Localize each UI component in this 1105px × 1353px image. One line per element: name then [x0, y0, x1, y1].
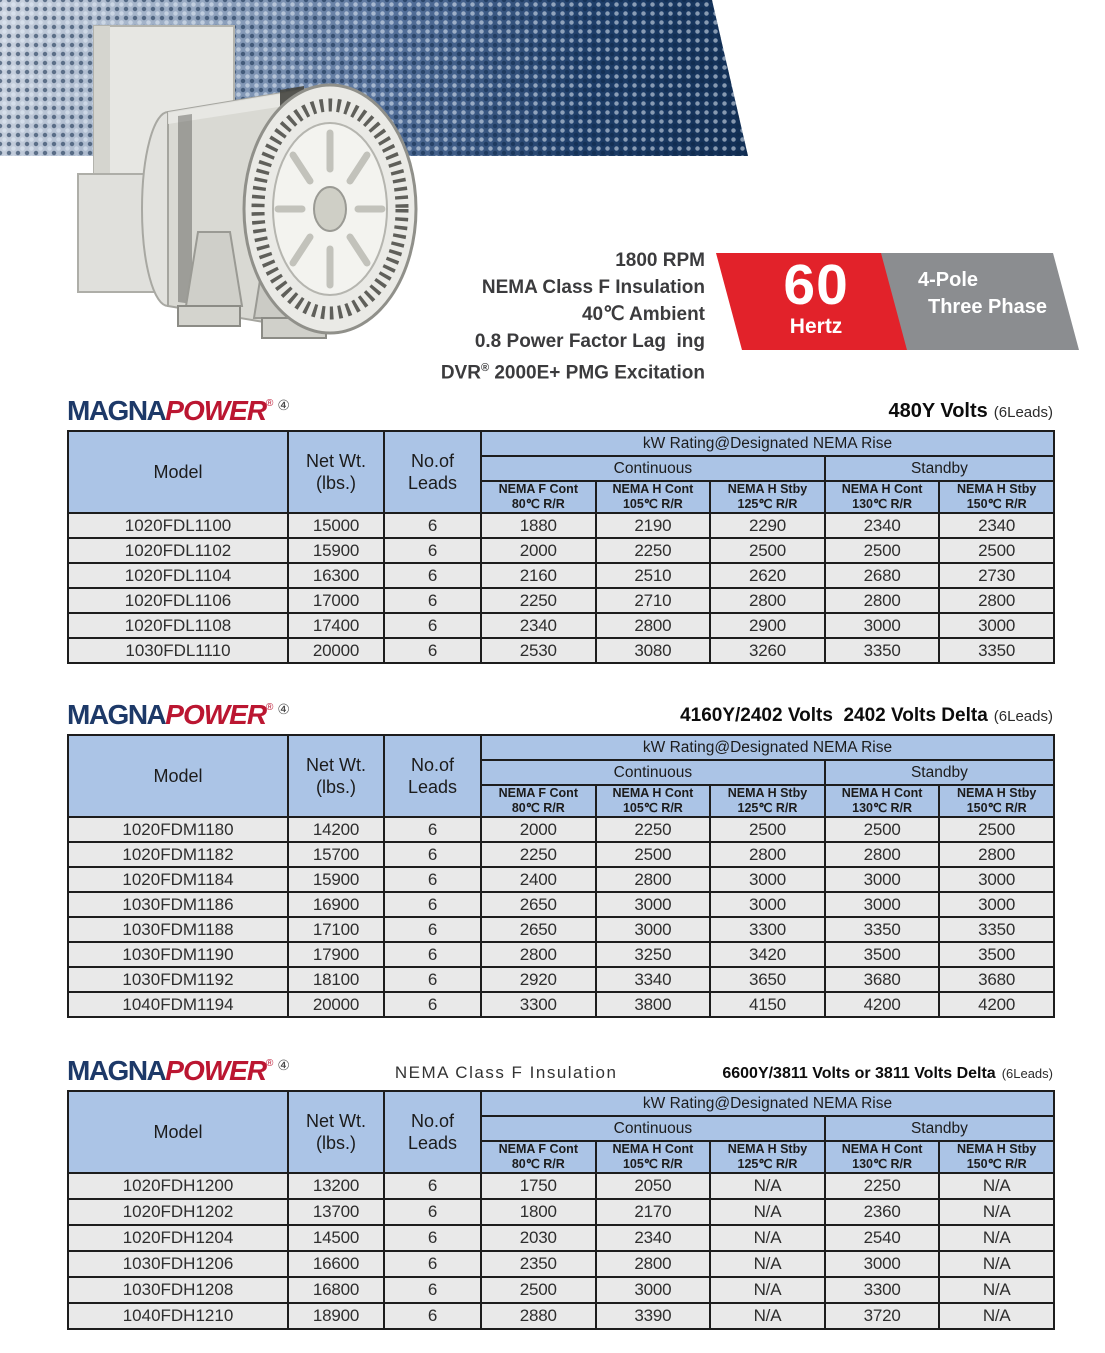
value-cell: 2160 — [481, 563, 596, 588]
header-sub: NEMA H Cont 105℃ R/R — [596, 481, 711, 513]
value-cell: 16600 — [288, 1251, 384, 1277]
header-standby: Standby — [825, 1116, 1054, 1141]
table-title: 480Y Volts (6Leads) — [888, 400, 1053, 422]
value-cell: 14200 — [288, 817, 384, 842]
value-cell: 2250 — [596, 538, 711, 563]
model-cell: 1020FDH1200 — [68, 1173, 288, 1199]
model-cell: 1020FDL1108 — [68, 613, 288, 638]
value-cell: 3680 — [939, 967, 1054, 992]
section-4160y — [67, 694, 1053, 1018]
header-model: Model — [68, 1091, 288, 1173]
table-row — [68, 613, 1054, 638]
magnapower-logo: MAGNAPOWER® ④ — [67, 395, 290, 426]
value-cell: 3250 — [596, 942, 711, 967]
value-cell: 2500 — [825, 817, 940, 842]
insulation-label: NEMA Class F Insulation — [394, 1063, 618, 1082]
value-cell: 3000 — [825, 613, 940, 638]
value-cell: 3000 — [596, 1277, 711, 1303]
value-cell: 17400 — [288, 613, 384, 638]
magnapower-logo: MAGNAPOWER® ④ — [67, 1055, 290, 1086]
table-title: 4160Y/2402 Volts 2402 Volts Delta (6Leads) — [680, 705, 1053, 726]
value-cell: 3300 — [710, 917, 825, 942]
value-cell: 2000 — [481, 817, 596, 842]
value-cell: 6 — [384, 1277, 481, 1303]
value-cell: N/A — [710, 1277, 825, 1303]
header-net-wt: Net Wt. (lbs.) — [288, 431, 384, 513]
ratings-table-6600y — [67, 1090, 1055, 1330]
value-cell: 1880 — [481, 513, 596, 538]
header-sub: NEMA F Cont 80℃ R/R — [481, 785, 596, 817]
spec-line: 0.8 Power Factor Lag ing — [474, 331, 705, 352]
value-cell: N/A — [710, 1303, 825, 1329]
ratings-table-480y — [67, 430, 1055, 664]
value-cell: 3300 — [825, 1277, 940, 1303]
table-row — [68, 1303, 1054, 1329]
value-cell: 2800 — [939, 842, 1054, 867]
value-cell: N/A — [939, 1251, 1054, 1277]
value-cell: 15700 — [288, 842, 384, 867]
value-cell: 2350 — [481, 1251, 596, 1277]
value-cell: 2290 — [710, 513, 825, 538]
table-row — [68, 892, 1054, 917]
value-cell: 17100 — [288, 917, 384, 942]
value-cell: 2510 — [596, 563, 711, 588]
value-cell: 6 — [384, 917, 481, 942]
circled-four-mark: ④ — [277, 1057, 290, 1073]
header-model: Model — [68, 431, 288, 513]
table-row — [68, 942, 1054, 967]
value-cell: 3350 — [939, 917, 1054, 942]
value-cell: 20000 — [288, 638, 384, 663]
value-cell: 2340 — [481, 613, 596, 638]
value-cell: 2500 — [710, 817, 825, 842]
header-sub: NEMA H Stby 125℃ R/R — [710, 481, 825, 513]
value-cell: 17000 — [288, 588, 384, 613]
value-cell: 4200 — [825, 992, 940, 1017]
value-cell: 2170 — [596, 1199, 711, 1225]
header-kw-band: kW Rating@Designated NEMA Rise — [481, 735, 1054, 760]
table-title: 6600Y/3811 Volts or 3811 Volts Delta (6Leads) — [722, 1065, 1053, 1082]
header-standby: Standby — [825, 760, 1054, 785]
model-cell: 1020FDL1106 — [68, 588, 288, 613]
header-continuous: Continuous — [481, 1116, 825, 1141]
value-cell: 2250 — [481, 588, 596, 613]
header-leads: No.of Leads — [384, 431, 481, 513]
model-cell: 1020FDL1102 — [68, 538, 288, 563]
value-cell: 3000 — [939, 867, 1054, 892]
table-row — [68, 1251, 1054, 1277]
header-leads: No.of Leads — [384, 1091, 481, 1173]
value-cell: 3340 — [596, 967, 711, 992]
value-cell: 2800 — [939, 588, 1054, 613]
table-row — [68, 842, 1054, 867]
model-cell: 1030FDM1186 — [68, 892, 288, 917]
value-cell: 4200 — [939, 992, 1054, 1017]
value-cell: 2340 — [596, 1225, 711, 1251]
section-6600y — [67, 1050, 1053, 1330]
value-cell: 6 — [384, 942, 481, 967]
spec-line: 40℃ Ambient — [581, 304, 705, 325]
header-net-wt: Net Wt. (lbs.) — [288, 735, 384, 817]
value-cell: 2800 — [481, 942, 596, 967]
value-cell: 2500 — [596, 842, 711, 867]
value-cell: 2250 — [481, 842, 596, 867]
header-sub: NEMA H Stby 150℃ R/R — [939, 1141, 1054, 1173]
value-cell: 2000 — [481, 538, 596, 563]
value-cell: 6 — [384, 817, 481, 842]
value-cell: 3000 — [596, 917, 711, 942]
value-cell: 2800 — [596, 613, 711, 638]
model-cell: 1020FDM1180 — [68, 817, 288, 842]
value-cell: 6 — [384, 513, 481, 538]
spec-line: NEMA Class F Insulation — [481, 277, 705, 298]
value-cell: 2880 — [481, 1303, 596, 1329]
model-cell: 1030FDH1208 — [68, 1277, 288, 1303]
value-cell: 3720 — [825, 1303, 940, 1329]
value-cell: 15000 — [288, 513, 384, 538]
magnapower-logo: MAGNAPOWER® ④ — [67, 699, 290, 730]
value-cell: 3420 — [710, 942, 825, 967]
value-cell: 3080 — [596, 638, 711, 663]
value-cell: 6 — [384, 867, 481, 892]
value-cell: 3000 — [825, 867, 940, 892]
header-standby: Standby — [825, 456, 1054, 481]
value-cell: 2800 — [596, 867, 711, 892]
value-cell: N/A — [710, 1199, 825, 1225]
registered-mark: ® — [266, 1058, 274, 1069]
header-sub: NEMA F Cont 80℃ R/R — [481, 481, 596, 513]
header-sub: NEMA H Stby 150℃ R/R — [939, 785, 1054, 817]
value-cell: 6 — [384, 563, 481, 588]
table-row — [68, 867, 1054, 892]
section-480y — [67, 390, 1053, 664]
value-cell: 3500 — [825, 942, 940, 967]
value-cell: 2650 — [481, 892, 596, 917]
value-cell: 14500 — [288, 1225, 384, 1251]
spec-line: 1800 RPM — [615, 250, 705, 271]
table-row — [68, 1199, 1054, 1225]
registered-mark: ® — [266, 398, 274, 409]
header-kw-band: kW Rating@Designated NEMA Rise — [481, 431, 1054, 456]
header-net-wt: Net Wt. (lbs.) — [288, 1091, 384, 1173]
value-cell: N/A — [939, 1303, 1054, 1329]
value-cell: 3000 — [939, 613, 1054, 638]
value-cell: N/A — [939, 1199, 1054, 1225]
value-cell: 2530 — [481, 638, 596, 663]
header-leads: No.of Leads — [384, 735, 481, 817]
value-cell: 2500 — [939, 538, 1054, 563]
model-cell: 1020FDM1182 — [68, 842, 288, 867]
value-cell: 6 — [384, 638, 481, 663]
value-cell: 15900 — [288, 538, 384, 563]
header-kw-band: kW Rating@Designated NEMA Rise — [481, 1091, 1054, 1116]
spec-line-dvr: DVR® 2000E+ PMG Excitation — [440, 362, 705, 384]
value-cell: 15900 — [288, 867, 384, 892]
value-cell: N/A — [939, 1277, 1054, 1303]
header-sub: NEMA H Stby 150℃ R/R — [939, 481, 1054, 513]
model-cell: 1040FDH1210 — [68, 1303, 288, 1329]
value-cell: 3350 — [825, 638, 940, 663]
value-cell: 3650 — [710, 967, 825, 992]
model-cell: 1020FDH1204 — [68, 1225, 288, 1251]
value-cell: 3390 — [596, 1303, 711, 1329]
phase-label: Three Phase — [927, 296, 1047, 318]
model-cell: 1020FDL1100 — [68, 513, 288, 538]
table-row — [68, 1173, 1054, 1199]
registered-mark: ® — [266, 702, 274, 713]
value-cell: 2340 — [939, 513, 1054, 538]
model-cell: 1030FDH1206 — [68, 1251, 288, 1277]
table-row — [68, 1225, 1054, 1251]
value-cell: 3000 — [710, 867, 825, 892]
model-cell: 1040FDM1194 — [68, 992, 288, 1017]
model-cell: 1030FDM1190 — [68, 942, 288, 967]
model-cell: 1030FDM1188 — [68, 917, 288, 942]
value-cell: 2800 — [710, 588, 825, 613]
value-cell: 2710 — [596, 588, 711, 613]
value-cell: 3350 — [939, 638, 1054, 663]
value-cell: 3000 — [825, 1251, 940, 1277]
value-cell: 1750 — [481, 1173, 596, 1199]
value-cell: 2500 — [481, 1277, 596, 1303]
value-cell: 3260 — [710, 638, 825, 663]
header-continuous: Continuous — [481, 760, 825, 785]
value-cell: 6 — [384, 992, 481, 1017]
value-cell: 6 — [384, 1173, 481, 1199]
table-row — [68, 563, 1054, 588]
value-cell: 6 — [384, 1225, 481, 1251]
model-cell: 1020FDH1202 — [68, 1199, 288, 1225]
table-row — [68, 513, 1054, 538]
table-row — [68, 1277, 1054, 1303]
value-cell: 3000 — [939, 892, 1054, 917]
circled-four-mark: ④ — [277, 701, 290, 717]
value-cell: 6 — [384, 588, 481, 613]
value-cell: 3000 — [825, 892, 940, 917]
value-cell: 6 — [384, 613, 481, 638]
value-cell: N/A — [710, 1173, 825, 1199]
table-row — [68, 638, 1054, 663]
value-cell: 3000 — [710, 892, 825, 917]
table-row — [68, 992, 1054, 1017]
header-sub: NEMA H Cont 130℃ R/R — [825, 1141, 940, 1173]
value-cell: N/A — [939, 1173, 1054, 1199]
value-cell: 2500 — [710, 538, 825, 563]
header-sub: NEMA H Stby 125℃ R/R — [710, 1141, 825, 1173]
model-cell: 1030FDL1110 — [68, 638, 288, 663]
value-cell: 2340 — [825, 513, 940, 538]
model-cell: 1020FDL1104 — [68, 563, 288, 588]
value-cell: 6 — [384, 538, 481, 563]
value-cell: 13200 — [288, 1173, 384, 1199]
value-cell: 2360 — [825, 1199, 940, 1225]
header-model: Model — [68, 735, 288, 817]
value-cell: 16800 — [288, 1277, 384, 1303]
ratings-table-4160y — [67, 734, 1055, 1018]
header-sub: NEMA F Cont 80℃ R/R — [481, 1141, 596, 1173]
registered-mark: ® — [480, 362, 490, 374]
value-cell: 2400 — [481, 867, 596, 892]
frequency-unit: Hertz — [789, 315, 843, 338]
value-cell: 3000 — [596, 892, 711, 917]
value-cell: 6 — [384, 842, 481, 867]
header-sub: NEMA H Cont 105℃ R/R — [596, 1141, 711, 1173]
value-cell: N/A — [939, 1225, 1054, 1251]
value-cell: 2500 — [939, 817, 1054, 842]
value-cell: 6 — [384, 1251, 481, 1277]
value-cell: 18100 — [288, 967, 384, 992]
value-cell: 16300 — [288, 563, 384, 588]
pole-label: 4-Pole — [917, 269, 979, 291]
spec-text-block — [300, 247, 705, 386]
value-cell: 2800 — [596, 1251, 711, 1277]
value-cell: 2650 — [481, 917, 596, 942]
header-sub: NEMA H Cont 130℃ R/R — [825, 481, 940, 513]
value-cell: 20000 — [288, 992, 384, 1017]
value-cell: N/A — [710, 1251, 825, 1277]
model-cell: 1030FDM1192 — [68, 967, 288, 992]
value-cell: 2500 — [825, 538, 940, 563]
value-cell: 2190 — [596, 513, 711, 538]
pole-phase-badge — [881, 253, 1079, 350]
value-cell: 3300 — [481, 992, 596, 1017]
table-row — [68, 917, 1054, 942]
header-sub: NEMA H Cont 130℃ R/R — [825, 785, 940, 817]
table-row — [68, 967, 1054, 992]
model-cell: 1020FDM1184 — [68, 867, 288, 892]
header-sub: NEMA H Cont 105℃ R/R — [596, 785, 711, 817]
value-cell: 2620 — [710, 563, 825, 588]
value-cell: 6 — [384, 892, 481, 917]
value-cell: 17900 — [288, 942, 384, 967]
value-cell: 16900 — [288, 892, 384, 917]
value-cell: 6 — [384, 1303, 481, 1329]
header-continuous: Continuous — [481, 456, 825, 481]
value-cell: 4150 — [710, 992, 825, 1017]
value-cell: 2730 — [939, 563, 1054, 588]
value-cell: 3350 — [825, 917, 940, 942]
value-cell: 2800 — [825, 842, 940, 867]
value-cell: 6 — [384, 1199, 481, 1225]
value-cell: 2250 — [825, 1173, 940, 1199]
value-cell: 2250 — [596, 817, 711, 842]
table-row — [68, 817, 1054, 842]
value-cell: 3500 — [939, 942, 1054, 967]
value-cell: 2680 — [825, 563, 940, 588]
table-row — [68, 538, 1054, 563]
value-cell: 6 — [384, 967, 481, 992]
value-cell: N/A — [710, 1225, 825, 1251]
value-cell: 2540 — [825, 1225, 940, 1251]
value-cell: 2800 — [825, 588, 940, 613]
value-cell: 2920 — [481, 967, 596, 992]
value-cell: 2800 — [710, 842, 825, 867]
value-cell: 2050 — [596, 1173, 711, 1199]
table-row — [68, 588, 1054, 613]
value-cell: 13700 — [288, 1199, 384, 1225]
frequency-value: 60 — [783, 253, 849, 317]
value-cell: 3800 — [596, 992, 711, 1017]
header-sub: NEMA H Stby 125℃ R/R — [710, 785, 825, 817]
circled-four-mark: ④ — [277, 397, 290, 413]
value-cell: 18900 — [288, 1303, 384, 1329]
value-cell: 2900 — [710, 613, 825, 638]
value-cell: 2030 — [481, 1225, 596, 1251]
value-cell: 1800 — [481, 1199, 596, 1225]
value-cell: 3680 — [825, 967, 940, 992]
